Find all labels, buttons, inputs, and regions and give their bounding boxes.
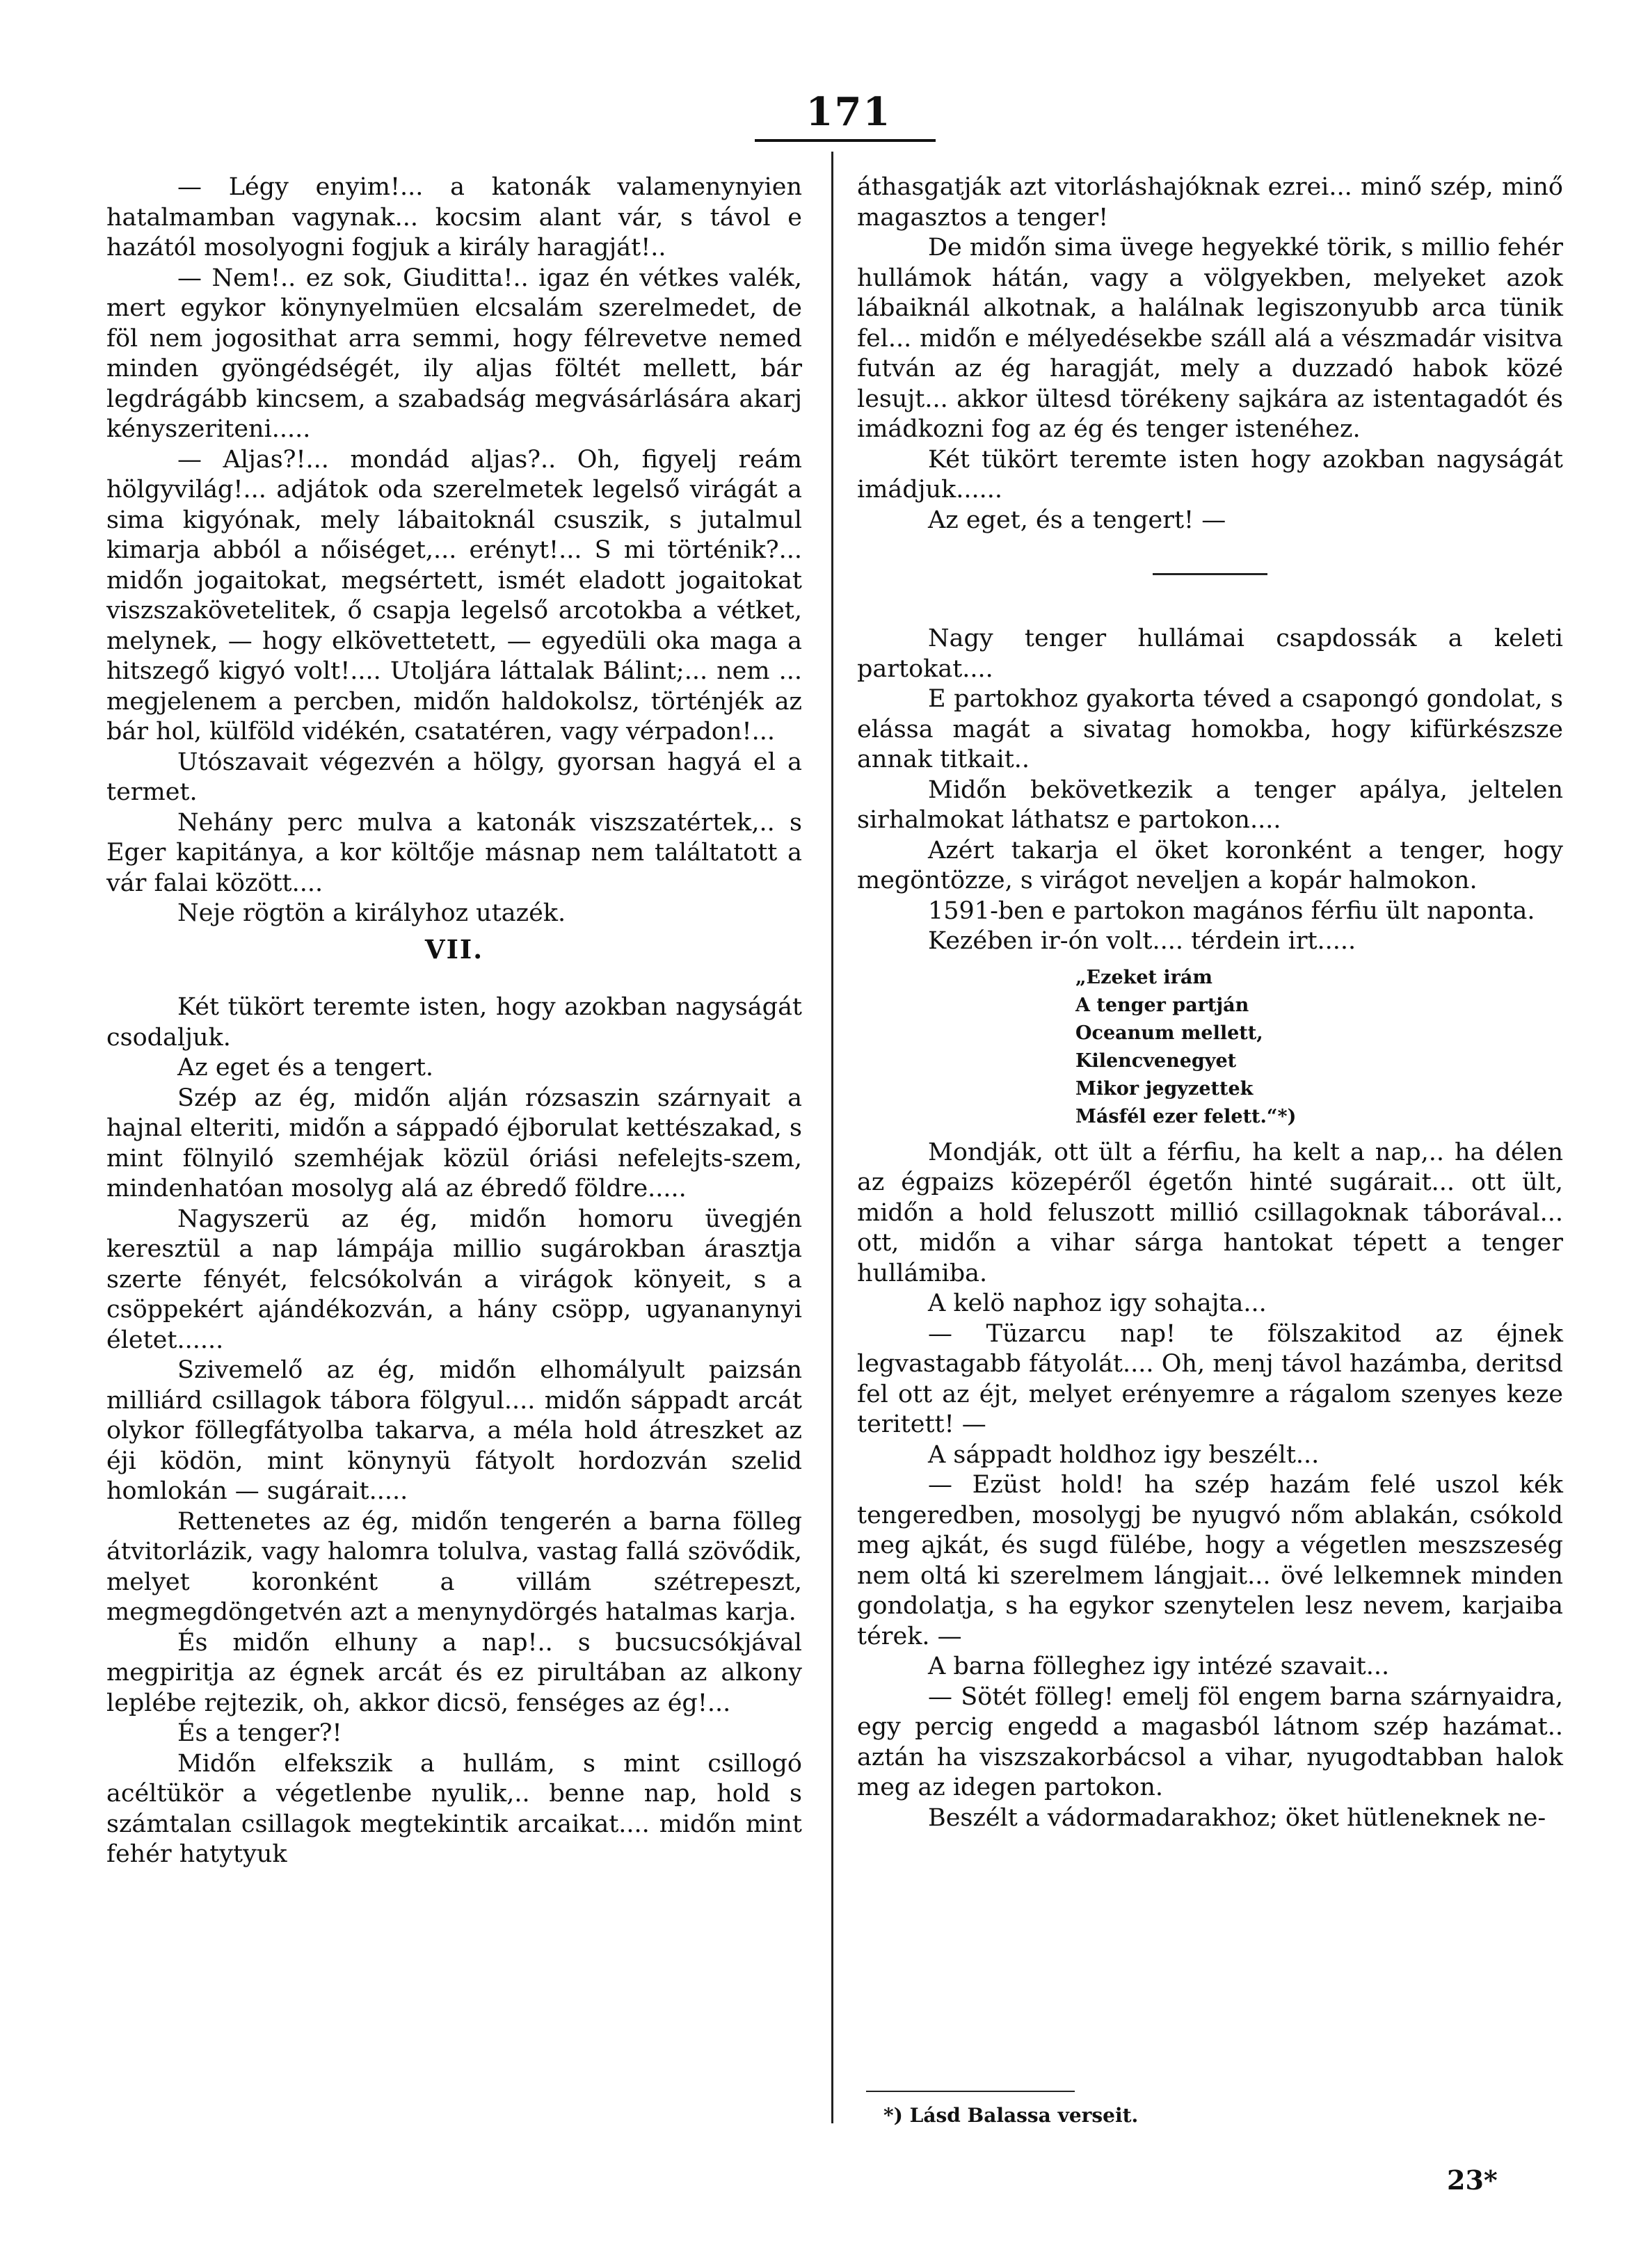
poem-line: Másfél ezer felett.“*): [1075, 1105, 1297, 1127]
paragraph: Mondják, ott ült a férfiu, ha kelt a nap,.. ha délen az égpaizs közepéről égetőn hinté sugárait... ott ült, midőn a hold feluszott millió csillagoknak táborával... ott, midőn a vihar sárga hantokat tépett a tenger hullámiba.: [857, 1138, 1563, 1287]
paragraph: A barna fölleghez igy intézé szavait...: [928, 1652, 1390, 1680]
paragraph: És a tenger?!: [177, 1719, 342, 1747]
paragraph: Neje rögtön a királyhoz utazék.: [177, 899, 566, 927]
paragraph: Az eget és a tengert.: [177, 1054, 434, 1081]
paragraph: — Aljas?!... mondád aljas?.. Oh, figyelj reám hölgyvilág!... adjátok oda szerelmetek legelső virágát a sima kigyónak, mely lábaitoknál csuszik, s jutalmul kimarja abból a nőiséget,... erényt!... S mi történik?... midőn jogaitokat, megsértett, ismét eladott jogaitokat viszszakövetelitek, ő csapja legelső arcotokba a vétket, melynek, — hogy elkövettetett, — egyedüli oka maga a hitszegő kigyó volt!.... Utoljára láttalak Bálint;... nem ... megjelenem a percben, midőn haldokolsz, történjék az bár hol, külföld vidékén, csatatéren, vagy vérpadon!...: [106, 445, 802, 746]
paragraph: Két tükört teremte isten hogy azokban nagyságát imádjuk......: [857, 445, 1563, 504]
poem-line: „Ezeket irám: [1075, 966, 1212, 988]
section-heading: VII.: [424, 933, 484, 965]
poem-line: A tenger partján: [1075, 994, 1249, 1016]
paragraph: Az eget, és a tengert! —: [928, 506, 1226, 534]
paragraph: Rettenetes az ég, midőn tengerén a barna fölleg átvitorlázik, vagy halomra tolulva, vastag fallá szövődik, melyet koronként a villám szétrepeszt, megmegdöngetvén azt a menynydörgés hatalmas karja.: [106, 1507, 802, 1626]
poem-line: Mikor jegyzettek: [1075, 1077, 1254, 1100]
paragraph: Nagyszerü az ég, midőn homoru üvegjén keresztül a nap lámpája millio sugárokban árasztja szerte fényét, felcsókolván a virágok könyeit, s a csöppekért ajándékozván, a hány csöpp, ugyananynyi életet......: [106, 1205, 802, 1354]
paragraph: Beszélt a vádormadarakhoz; öket hütleneknek ne-: [928, 1803, 1546, 1832]
paragraph: — Ezüst hold! ha szép hazám felé uszol kék tengeredben, mosolygj be nyugvó nőm ablakán, csókold meg ajkát, és sugd fülébe, hogy a végetlen meszszeség nem oltá ki szerelmem lángjait... övé lelkemnek minden gondolatja, s ha egykor szenytelen lesz nevem, karjaiba térek. —: [857, 1471, 1563, 1650]
column-divider: [831, 152, 833, 2123]
paragraph: Kezében ir-ón volt.... térdein irt.....: [928, 927, 1356, 955]
paragraph: E partokhoz gyakorta téved a csapongó gondolat, s elássa magát a sivatag homokba, hogy kifürkészsze annak titkait..: [857, 685, 1563, 773]
footnote: *) Lásd Balassa verseit.: [883, 2104, 1139, 2127]
paragraph: áthasgatják azt vitorláshajóknak ezrei... minő szép, minő magasztos a tenger!: [857, 173, 1563, 232]
paragraph: Szép az ég, midőn alján rózsaszin szárnyait a hajnal elteriti, midőn a sáppadó éjborulat kettészakad, s mint fölnyiló szemhéjak közül óriási nefelejts-szem, mindenhatóan mosolyg alá az ébredő földre.....: [106, 1084, 802, 1203]
section-rule: [1153, 573, 1267, 575]
paragraph: Két tükört teremte isten, hogy azokban nagyságát csodaljuk.: [106, 993, 802, 1052]
page-number: 171: [806, 89, 892, 135]
paragraph: Nehány perc mulva a katonák viszszatértek,.. s Eger kapitánya, a kor költője másnap nem találtatott a vár falai között....: [106, 808, 802, 897]
paragraph: A sáppadt holdhoz igy beszélt...: [928, 1440, 1320, 1469]
paragraph: Midőn elfekszik a hullám, s mint csillogó acéltükör a végetlenbe nyulik,.. benne nap, hold s számtalan csillagok megtekintik arcaikat.... midőn mint fehér hatytyuk: [106, 1749, 802, 1868]
paragraph: — Légy enyim!... a katonák valamenynyien hatalmamban vagynak... kocsim alant vár, s távol e hazától mosolyogni fogjuk a király haragját!..: [106, 173, 802, 262]
right-column: [857, 172, 1563, 1833]
paragraph: A kelö naphoz igy sohajta...: [928, 1289, 1267, 1317]
paragraph: 1591-ben e partokon magános férfiu ült naponta.: [928, 896, 1535, 925]
paragraph: Azért takarja el öket koronként a tenger, hogy megöntözze, s virágot neveljen a kopár halmokon.: [857, 836, 1563, 894]
poem-line: Kilencvenegyet: [1075, 1049, 1237, 1072]
paragraph: — Nem!.. ez sok, Giuditta!.. igaz én vétkes valék, mert egykor könynyelmüen elcsalám szerelmedet, de föl nem jogosithat arra semmi, hogy félrevetve nemed minden gyöngédségét, ily aljas föltét mellett, bár legdrágább kincsem, a szabadság megvásárlására akarj kényszeriteni.....: [106, 264, 802, 443]
paragraph: És midőn elhuny a nap!.. s bucsucsókjával megpiritja az égnek arcát és ez pirultában az alkony leplébe rejtezik, oh, akkor dicsö, fenséges az ég!...: [106, 1628, 802, 1717]
poem-line: Oceanum mellett,: [1075, 1022, 1263, 1044]
paragraph: — Tüzarcu nap! te fölszakitod az éjnek legvastagabb fátyolát.... Oh, menj távol hazámba, deritsd fel ott az éjt, melyet erényemre a rágalom szenyes keze teritett! —: [857, 1319, 1563, 1438]
paragraph: — Sötét fölleg! emelj föl engem barna szárnyaidra, egy percig engedd a magasból látnom szép hazámat.. aztán ha viszszakorbácsol a vihar, nyugodtabban halok meg az idegen partokon.: [857, 1682, 1563, 1801]
poem: [857, 964, 1563, 1131]
paragraph: Utószavait végezvén a hölgy, gyorsan hagyá el a termet.: [106, 748, 802, 806]
paragraph: Szivemelő az ég, midőn elhomályult paizsán milliárd csillagok tábora fölgyul.... midőn sáppadt arcát olykor föllegfátyolba takarva, a méla hold átreszket az éji ködön, mint könynyü fátyolt hordozván szelid homlokán — sugárait.....: [106, 1356, 802, 1505]
footnote-rule: [866, 2091, 1075, 2092]
header-rule: [755, 139, 936, 142]
paragraph: Midőn bekövetkezik a tenger apálya, jeltelen sirhalmokat láthatsz e partokon....: [857, 775, 1563, 834]
signature-mark: 23*: [1447, 2164, 1498, 2196]
left-column: [106, 172, 802, 1870]
paragraph: De midőn sima üvege hegyekké törik, s millio fehér hullámok hátán, vagy a völgyekben, melyeket azok lábaiknál alkotnak, a halálnak legiszonyubb arca tünik fel... midőn e mélyedésekbe száll alá a vészmadár visitva futván az ég haragját, mely a duzzadó habok közé lesujt... akkor ültesd törékeny sajkára az istentagadót és imádkozni fog az ég és tenger istenéhez.: [857, 234, 1563, 443]
paragraph: Nagy tenger hullámai csapdossák a keleti partokat....: [857, 625, 1563, 683]
